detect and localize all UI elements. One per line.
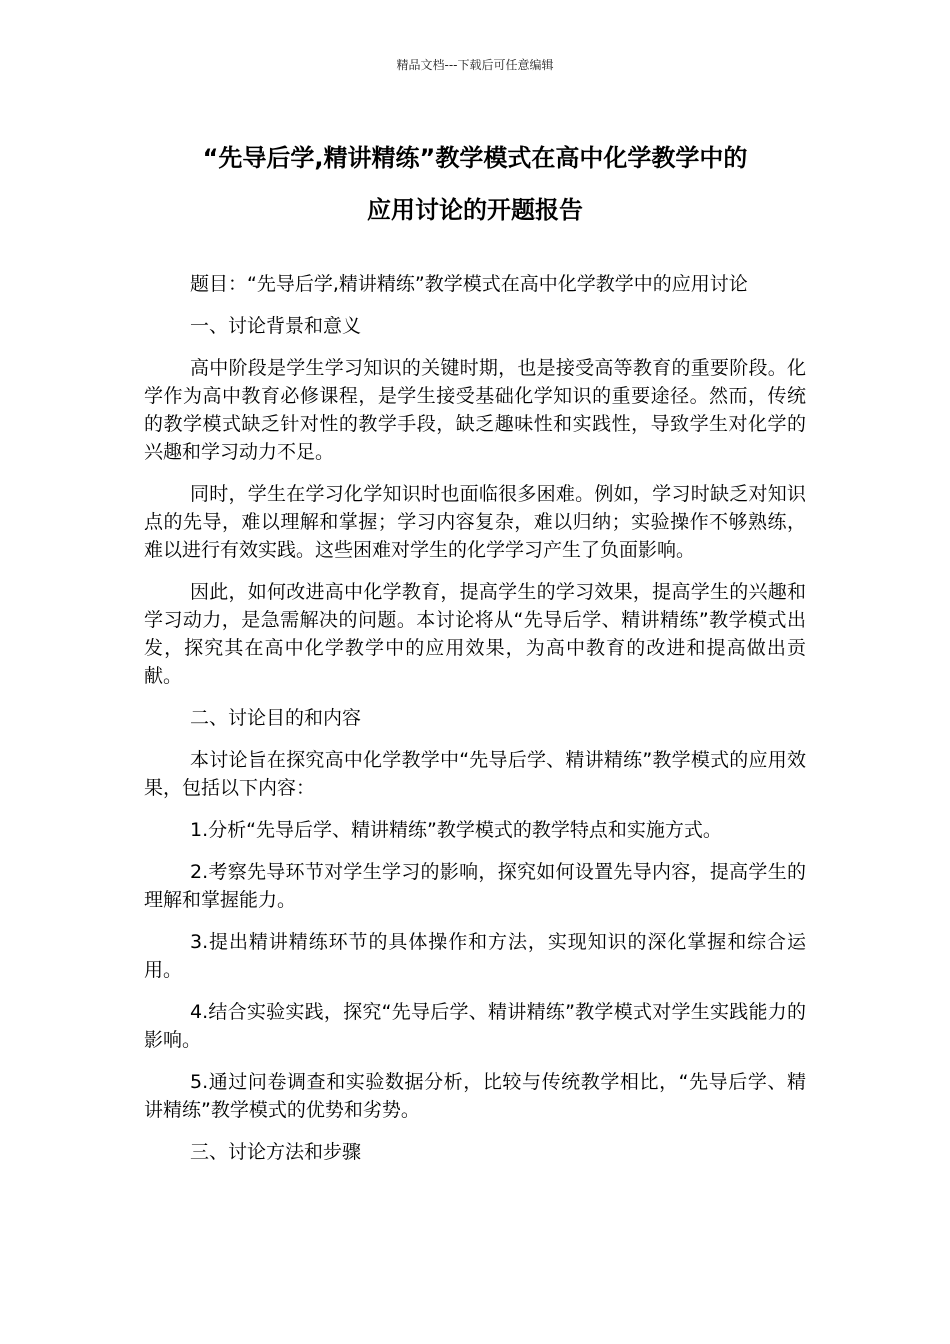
section-heading-background: 一、讨论背景和意义 [190, 315, 362, 337]
paragraph: 同时，学生在学习化学知识时也面临很多困难。例如，学习时缺乏对知识点的先导，难以理解和掌握；学习内容复杂，难以归纳；实验操作不够熟练，难以进行有效实践。这些困难对学生的化学学习产生了负面影响。 [144, 483, 806, 561]
title-line-1: “先导后学,精讲精练”教学模式在高中化学教学中的 [202, 144, 748, 172]
section-heading-purpose: 二、讨论目的和内容 [190, 707, 362, 729]
list-item: 1.分析“先导后学、精讲精练”教学模式的教学特点和实施方式。 [190, 819, 722, 841]
list-item: 3.提出精讲精练环节的具体操作和方法，实现知识的深化掌握和综合运用。 [144, 931, 806, 981]
document-body [144, 270, 806, 1180]
paragraph: 高中阶段是学生学习知识的关键时期，也是接受高等教育的重要阶段。化学作为高中教育必修课程，是学生接受基础化学知识的重要途径。然而，传统的教学模式缺乏针对性的教学手段，缺乏趣味性和实践性，导致学生对化学的兴趣和学习动力不足。 [144, 357, 806, 463]
title-line-2: 应用讨论的开题报告 [367, 196, 583, 224]
paragraph: 因此，如何改进高中化学教育，提高学生的学习效果，提高学生的兴趣和学习动力，是急需解决的问题。本讨论将从“先导后学、精讲精练”教学模式出发，探究其在高中化学教学中的应用效果，为高中教育的改进和提高做出贡献。 [144, 581, 806, 687]
list-item: 5.通过问卷调查和实验数据分析，比较与传统教学相比，“先导后学、精讲精练”教学模式的优势和劣势。 [144, 1071, 806, 1121]
paragraph: 本讨论旨在探究高中化学教学中“先导后学、精讲精练”教学模式的应用效果，包括以下内容： [144, 749, 806, 799]
list-item: 2.考察先导环节对学生学习的影响，探究如何设置先导内容，提高学生的理解和掌握能力。 [144, 861, 806, 911]
section-heading-method: 三、讨论方法和步骤 [190, 1141, 362, 1163]
list-item: 4.结合实验实践，探究“先导后学、精讲精练”教学模式对学生实践能力的影响。 [144, 1001, 806, 1051]
document-title [130, 132, 820, 236]
page-header: 精品文档---下载后可任意编辑 [396, 58, 554, 72]
topic-line: 题目：“先导后学,精讲精练”教学模式在高中化学教学中的应用讨论 [190, 273, 748, 295]
